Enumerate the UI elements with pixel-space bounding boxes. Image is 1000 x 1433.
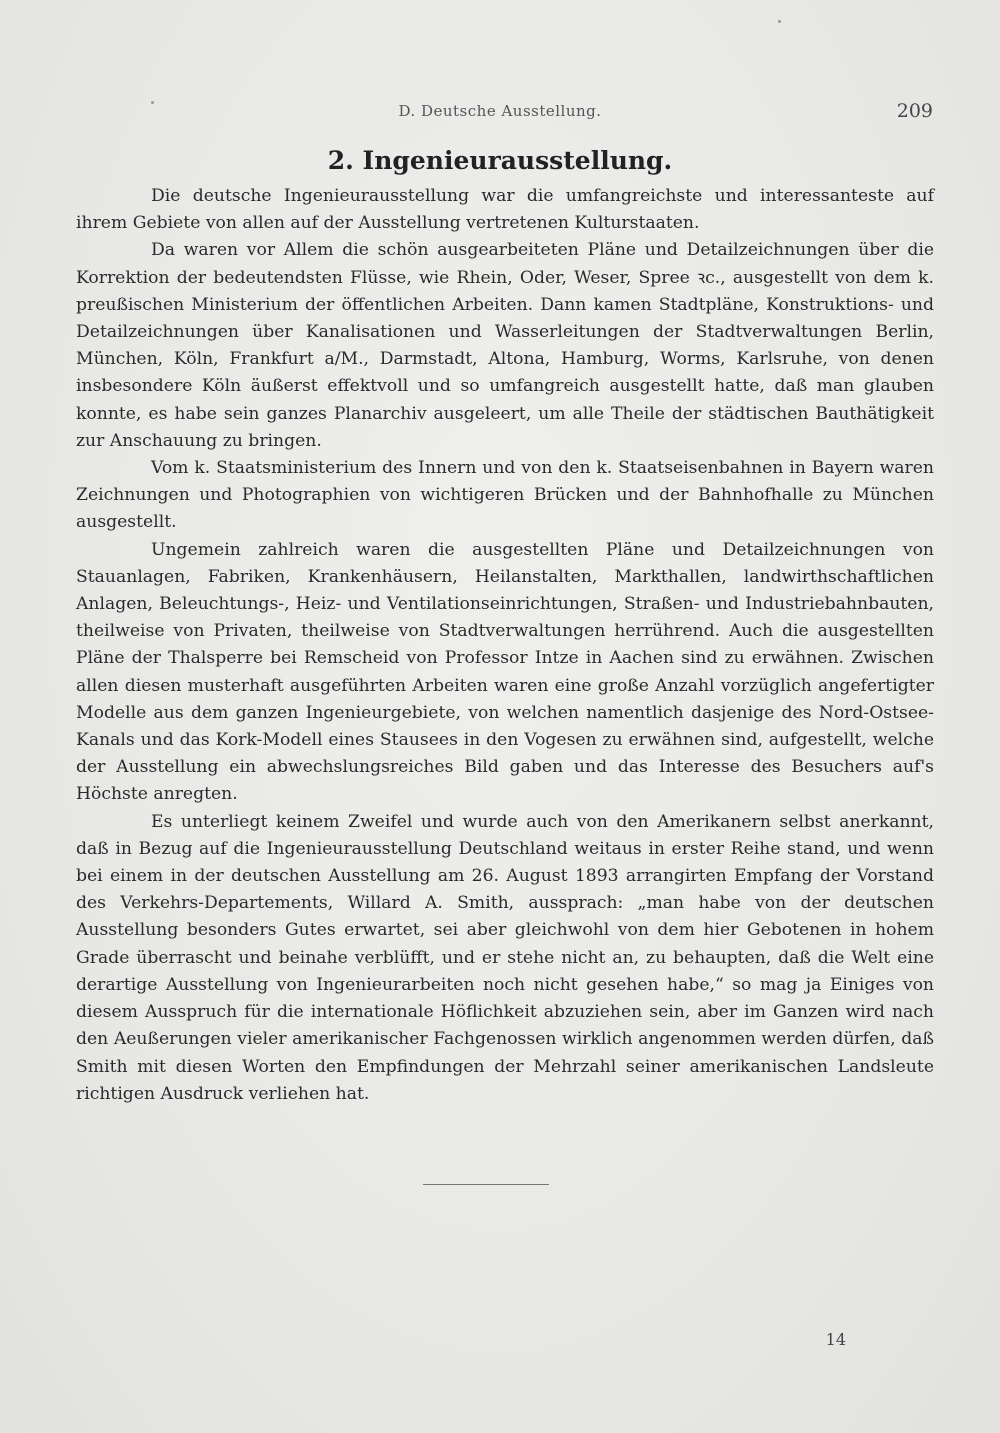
closing-rule xyxy=(423,1184,549,1185)
body-text xyxy=(76,183,934,1108)
paragraph: Da waren vor Allem die schön ausgearbeiteten Pläne und Detailzeichnungen über die Korrektion der bedeutendsten Flüsse, wie Rhein, Oder, Weser, Spree ꝛc., ausgestellt von dem k. preußischen Ministerium der öffentlichen Arbeiten. Dann kamen Stadtpläne, Konstruktions- und Detailzeichnungen über Kanalisationen und Wasserleitungen der Stadtverwaltungen Berlin, München, Köln, Frankfurt a/M., Darmstadt, Altona, Hamburg, Worms, Karlsruhe, von denen insbesondere Köln äußerst effektvoll und so umfangreich ausgestellt hatte, daß man glauben konnte, es habe sein ganzes Planarchiv ausgeleert, um alle Theile der städtischen Bauthätigkeit zur Anschauung zu bringen. xyxy=(76,240,934,451)
paragraph: Ungemein zahlreich waren die ausgestellten Pläne und Detailzeichnungen von Stauanlagen, Fabriken, Krankenhäusern, Heilanstalten, Markthallen, landwirthschaftlichen Anlagen, Beleuchtungs-, Heiz- und Ventilationseinrichtungen, Straßen- und Industriebahnbauten, theilweise von Privaten, theilweise von Stadtverwaltungen herrührend. Auch die ausgestellten Pläne der Thalsperre bei Remscheid von Professor Intze in Aachen sind zu erwähnen. Zwischen allen diesen musterhaft ausgeführten Arbeiten waren eine große Anzahl vorzüglich angefertigter Modelle aus dem ganzen Ingenieurgebiete, von welchen namentlich dasjenige des Nord-Ostsee-Kanals und das Kork-Modell eines Stausees in den Vogesen zu erwähnen sind, aufgestellt, welche der Ausstellung ein abwechslungsreiches Bild gaben und das Interesse des Besuchers auf's Höchste anregten. xyxy=(76,539,934,805)
paragraph: Es unterliegt keinem Zweifel und wurde auch von den Amerikanern selbst anerkannt, daß in Bezug auf die Ingenieurausstellung Deutschland weitaus in erster Reihe stand, und wenn bei einem in der deutschen Ausstellung am 26. August 1893 arrangirten Empfang der Vorstand des Verkehrs-Departements, Willard A. Smith, aussprach: „man habe von der deutschen Ausstellung besonders Gutes erwartet, sei aber gleichwohl von dem hier Gebotenen in hohem Grade überrascht und beinahe verblüfft, und er stehe nicht an, zu behaupten, daß die Welt eine derartige Ausstellung von Ingenieurarbeiten noch nicht gesehen habe,“ so mag ja Einiges von diesem Ausspruch für die internationale Höflichkeit abzuziehen sein, aber im Ganzen wird nach den Aeußerungen vieler amerikanischer Fachgenossen wirklich angenommen werden dürfen, daß Smith mit diesen Worten den Empfindungen der Mehrzahl seiner amerikanischen Landsleute richtigen Ausdruck verliehen hat. xyxy=(76,811,934,1104)
paragraph: Die deutsche Ingenieurausstellung war die umfangreichste und interessanteste auf ihrem Gebiete von allen auf der Ausstellung vertretenen Kulturstaaten. xyxy=(76,186,934,234)
paragraph: Vom k. Staatsministerium des Innern und von den k. Staatseisenbahnen in Bayern waren Zeichnungen und Photographien von wichtigeren Brücken und der Bahnhofhalle zu München ausgestellt. xyxy=(76,458,934,533)
page-number: 209 xyxy=(896,100,933,122)
section-heading: 2. Ingenieurausstellung. xyxy=(327,146,673,175)
paper-speck xyxy=(778,20,781,23)
signature-number: 14 xyxy=(825,1330,846,1349)
running-header-title: D. Deutsche Ausstellung. xyxy=(398,102,602,120)
running-header xyxy=(0,100,1000,124)
